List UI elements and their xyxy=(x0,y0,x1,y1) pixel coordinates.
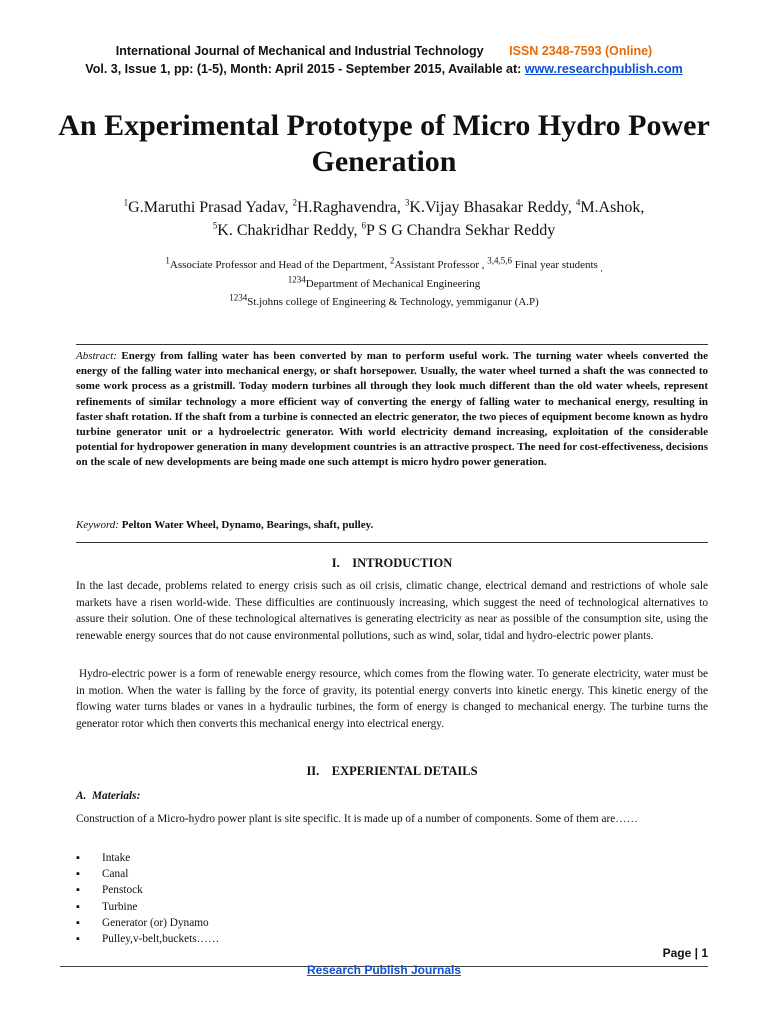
list-item: ▪ Pulley,v-belt,buckets…… xyxy=(76,931,219,947)
author-list xyxy=(40,196,728,242)
materials-list xyxy=(76,850,219,947)
list-item: ▪ Turbine xyxy=(76,899,219,915)
authors-line-2 xyxy=(40,219,728,242)
aff-sub: , xyxy=(600,264,603,274)
aff-text: Final year students xyxy=(511,259,601,271)
affiliation-roles xyxy=(40,255,728,274)
keywords xyxy=(76,519,708,531)
subsection-materials: A. Materials: xyxy=(76,790,141,802)
affiliation-department xyxy=(40,274,728,290)
author-2: H.Raghavendra, xyxy=(296,199,405,216)
list-item: ▪ Intake xyxy=(76,850,219,866)
publisher-link[interactable]: Research Publish Journals xyxy=(306,963,462,977)
author-sup: 2 xyxy=(292,197,297,208)
abstract-bottom-rule xyxy=(76,542,708,543)
author-5: K. Chakridhar Reddy, xyxy=(217,222,362,239)
author-sup: 5 xyxy=(212,220,218,231)
author-3: K.Vijay Bhasakar Reddy, xyxy=(409,199,576,216)
journal-name: International Journal of Mechanical and Industrial Technology xyxy=(115,44,484,58)
aff-text: Associate Professor and Head of the Department, xyxy=(169,259,390,271)
aff-text: Department of Mechanical Engineering xyxy=(305,278,481,290)
keyword-text: Pelton Water Wheel, Dynamo, Bearings, shaft, pulley. xyxy=(121,519,374,531)
author-1: G.Maruthi Prasad Yadav, xyxy=(128,199,293,216)
materials-paragraph: Construction of a Micro-hydro power plant is site specific. It is made up of a number of components. Some of them are…… xyxy=(76,813,638,825)
aff-text: Assistant Professor , xyxy=(394,259,488,271)
paper-title: An Experimental Prototype of Micro Hydro Power Generation xyxy=(58,109,710,178)
abstract-label: Abstract: xyxy=(76,350,117,362)
page-number: Page | 1 xyxy=(662,946,708,960)
affiliation-college xyxy=(40,292,728,308)
issn: ISSN 2348-7593 (Online) xyxy=(509,44,653,58)
section-heading-introduction: I. INTRODUCTION xyxy=(331,556,453,570)
aff-sup: 1 xyxy=(165,255,170,266)
list-item: ▪ Canal xyxy=(76,866,219,882)
author-6: P S G Chandra Sekhar Reddy xyxy=(366,222,556,239)
author-sup: 1 xyxy=(123,197,129,208)
aff-sup: 1234 xyxy=(229,292,248,303)
author-sup: 6 xyxy=(361,220,367,231)
abstract xyxy=(76,349,708,471)
aff-sup: 1234 xyxy=(287,274,306,285)
volume-line xyxy=(40,62,728,76)
volume-text: Vol. 3, Issue 1, pp: (1-5), Month: April 2015 - September 2015, Available at: xyxy=(85,62,522,76)
list-item: ▪ Penstock xyxy=(76,882,219,898)
abstract-top-rule xyxy=(76,344,708,345)
aff-sup: 2 xyxy=(389,255,395,266)
author-sup: 4 xyxy=(575,197,581,208)
section-heading-experimental: II. EXPERIENTAL DETAILS xyxy=(306,764,478,778)
intro-paragraph-2: Hydro-electric power is a form of renewable energy resource, which comes from the flowing water. To generate electricity, water must be in motion. When the water is falling by the force of gravity, its potential energy converts into kinetic energy. This kinetic energy of the flowing water turns blades or vanes in a hydraulic turbines, the form of energy is changed to mechanical energy. The turbine turns the generator rotor which then converts this mechanical energy into electrical energy. xyxy=(76,668,708,731)
aff-text: St.johns college of Engineering & Technology, yemmiganur (A.P) xyxy=(247,296,539,308)
keyword-label: Keyword: xyxy=(76,519,119,531)
journal-header xyxy=(40,44,728,58)
author-4: M.Ashok, xyxy=(580,199,645,216)
list-item: ▪ Generator (or) Dynamo xyxy=(76,915,219,931)
abstract-text: Energy from falling water has been converted by man to perform useful work. The turning water wheels converted the energy of the falling water into mechanical energy, or shaft horsepower. Usually, the water wheel turned a shaft the was connected to some work process as a gristmill. Today modern turbines all through they look much different than the old water wheels, represent refinements of similar technology a more efficient way of converting the energy of falling water to mechanical energy, resulting in faster shaft rotation. If the shaft from a turbine is connected an electric generator, the two pieces of equipment become known as hydro turbine generator unit or a hydroelectric generator. With world electricity demand increasing, exploitation of the considerable potential for hydropower generation in many development countries is an attractive prospect. The need for cost-effectiveness, decisions on the scale of new developments are being made one such attempt is micro hydro power generation. xyxy=(76,350,709,469)
author-sup: 3 xyxy=(404,197,410,208)
aff-sup: 3,4,5,6 xyxy=(487,255,512,266)
journal-url-link[interactable]: www.researchpublish.com xyxy=(524,62,683,76)
intro-paragraph-1: In the last decade, problems related to energy crisis such as oil crisis, climatic change, electrical demand and restrictions of whole sale markets have a risen world-wide. These difficulties are continuously increasing, which suggest the need of technological alternatives to assure their solution. One of these technological alternatives is generating electricity as near as possible of the consumption site, using the renewable energy sources that do not cause environmental pollutions, such as wind, solar, tidal and hydro-electric power plants. xyxy=(76,580,708,643)
authors-line-1 xyxy=(40,196,728,219)
